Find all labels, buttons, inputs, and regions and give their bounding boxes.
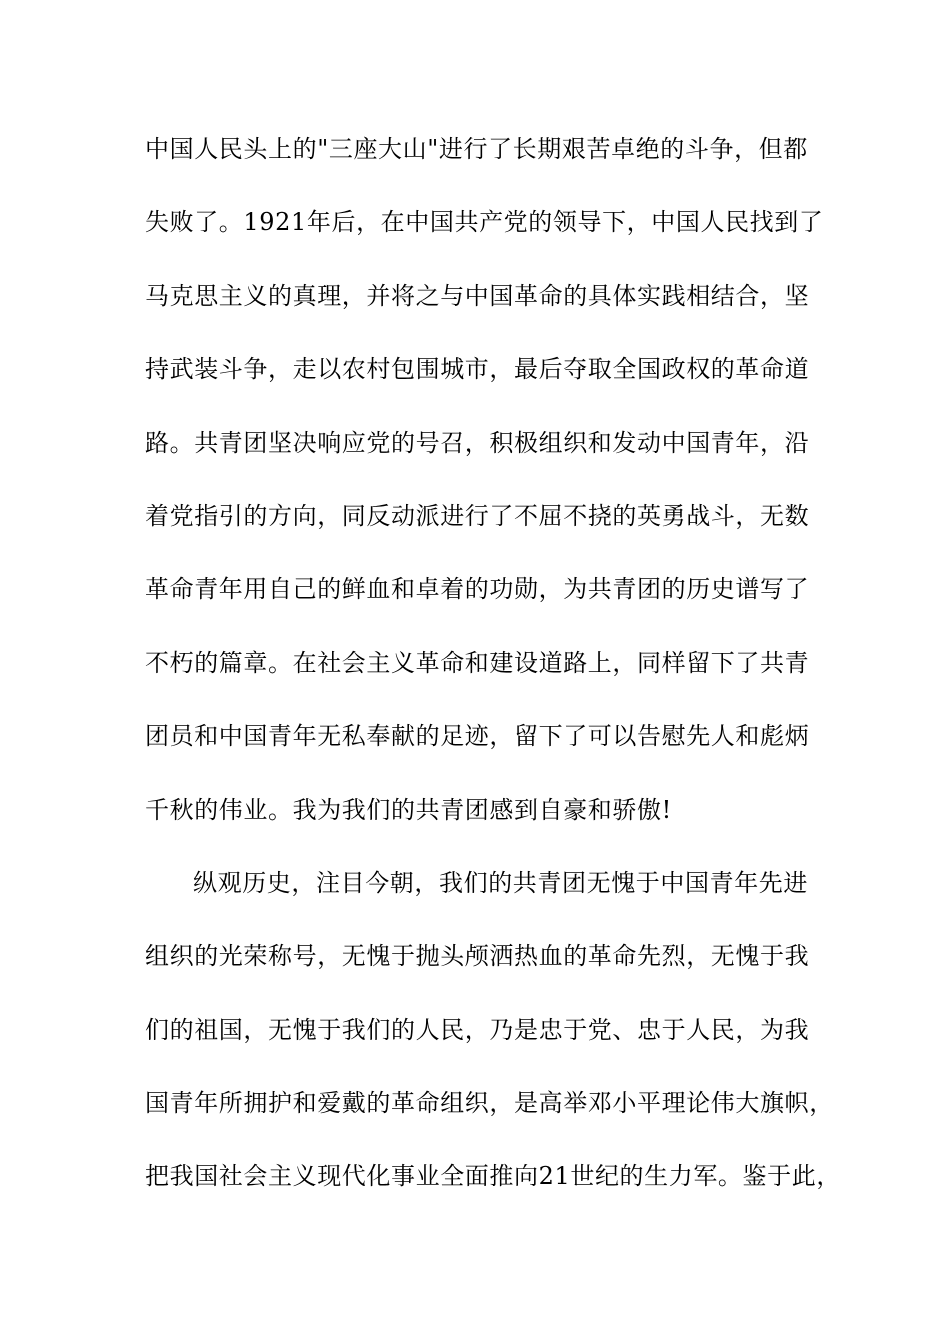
text-line: 们的祖国，无愧于我们的人民，乃是忠于党、忠于人民，为我 (145, 1015, 810, 1044)
text-line: 国青年所拥护和爱戴的革命组织，是高举邓小平理论伟大旗帜， (145, 1089, 834, 1118)
text-line: 组织的光荣称号，无愧于抛头颅洒热血的革命先烈，无愧于我 (145, 942, 810, 971)
text-line: 失败了。1921年后，在中国共产党的领导下，中国人民找到了 (145, 208, 824, 237)
text-line: 马克思主义的真理，并将之与中国革命的具体实践相结合，坚 (145, 281, 810, 310)
text-line: 中国人民头上的"三座大山"进行了长期艰苦卓绝的斗争，但都 (145, 135, 808, 163)
body-text (145, 131, 841, 1232)
text-line: 把我国社会主义现代化事业全面推向21世纪的生力军。鉴于此， (145, 1162, 841, 1191)
text-line: 团员和中国青年无私奉献的足迹，留下了可以告慰先人和彪炳 (145, 722, 810, 751)
text-line: 不朽的篇章。在社会主义革命和建设道路上，同样留下了共青 (145, 648, 810, 677)
paragraph-start-line: 纵观历史，注目今朝，我们的共青团无愧于中国青年先进 (193, 868, 808, 897)
text-line: 千秋的伟业。我为我们的共青团感到自豪和骄傲! (145, 795, 672, 824)
text-line: 革命青年用自己的鲜血和卓着的功勋，为共青团的历史谱写了 (145, 575, 810, 604)
text-line: 着党指引的方向，同反动派进行了不屈不挠的英勇战斗，无数 (145, 501, 810, 530)
text-line: 路。共青团坚决响应党的号召，积极组织和发动中国青年，沿 (145, 428, 810, 457)
text-line: 持武装斗争，走以农村包围城市，最后夺取全国政权的革命道 (145, 355, 810, 384)
